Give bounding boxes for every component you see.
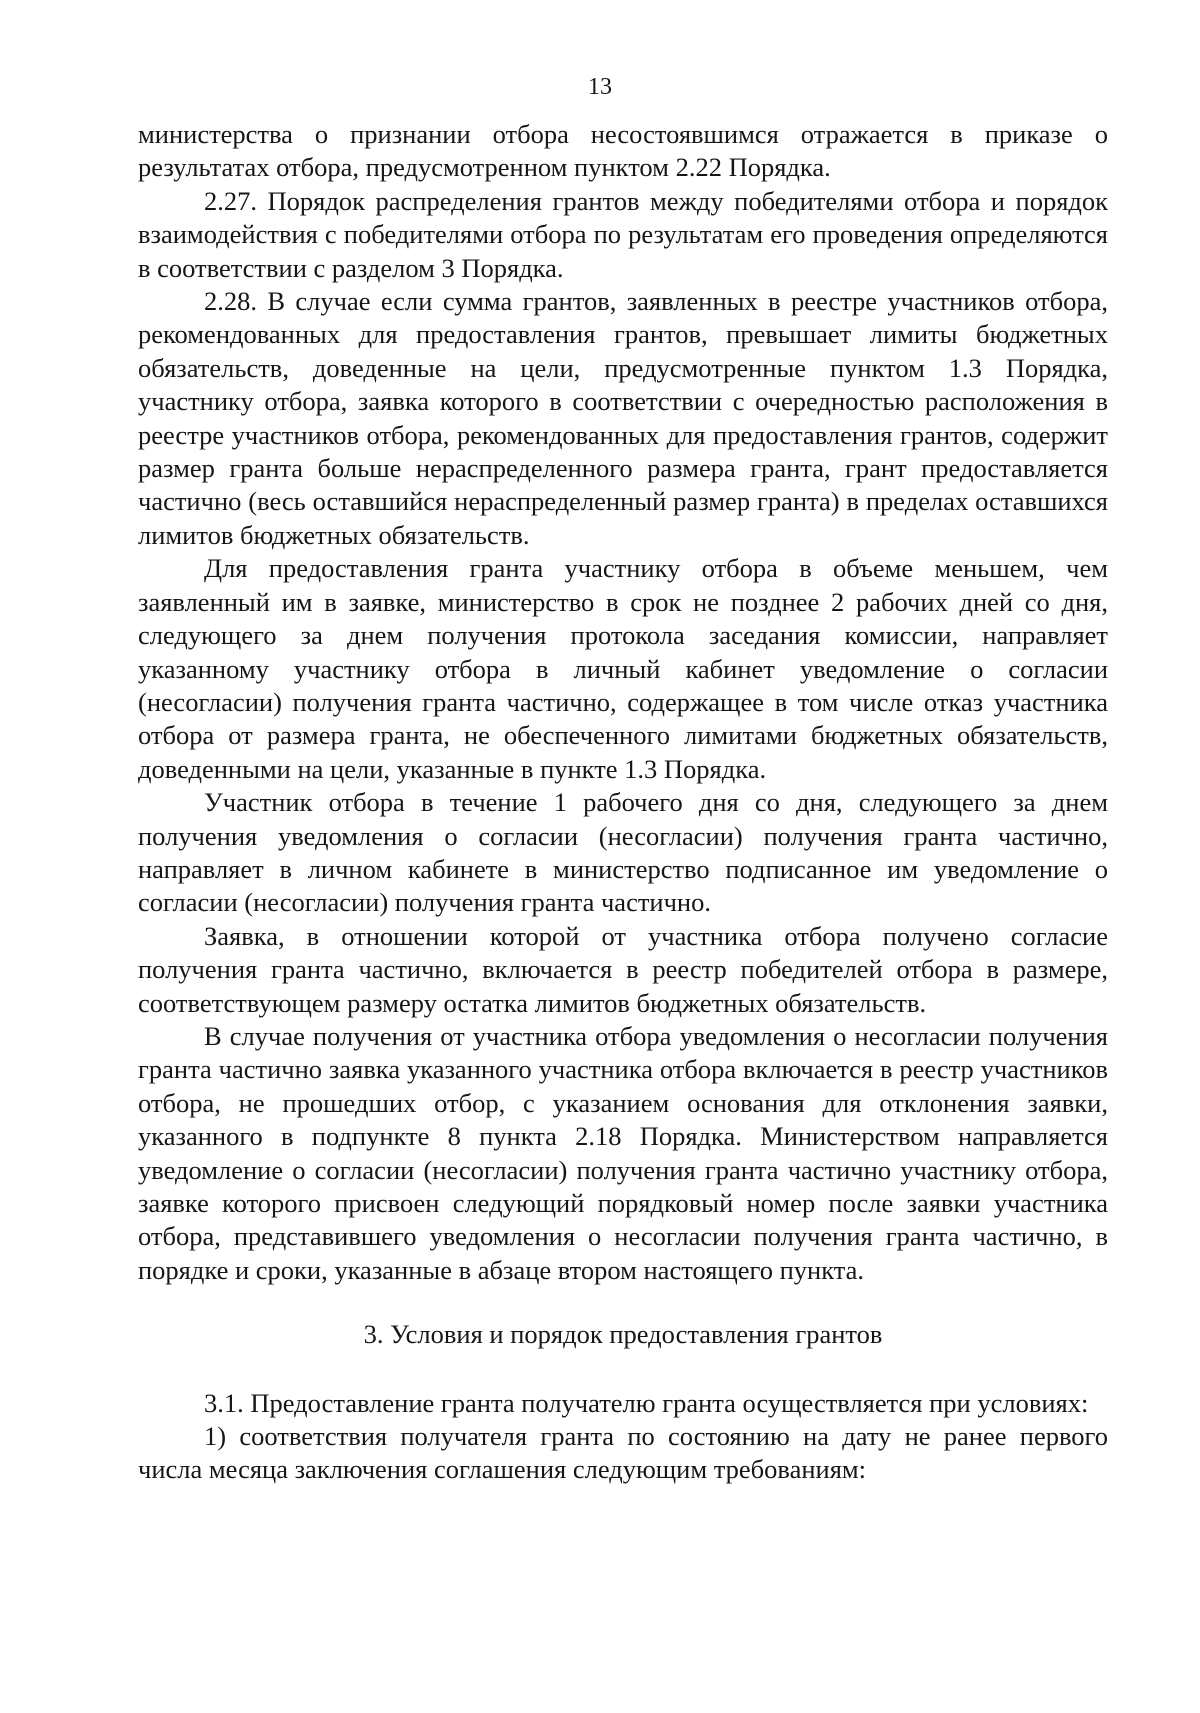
page-number: 13 [588, 74, 612, 100]
paragraph-consent-inclusion: Заявка, в отношении которой от участника отбора получено согласие получения гранта частично, включается в реестр победителей отбора в размере, соответствующем размеру остатка лимитов бюджетных обязательств. [138, 920, 1108, 1018]
paragraph-continuation: министерства о признании отбора несостоявшимся отражается в приказе о результатах отбора, предусмотренном пунктом 2.22 Порядка. [138, 119, 1108, 183]
paragraph-refusal-procedure: В случае получения от участника отбора уведомления о несогласии получения гранта частично заявка указанного участника отбора включается в реестр участников отбора, не прошедших отбор, с указанием основания для отклонения заявки, указанного в подпункте 8 пункта 2.18 Порядка. Министерством направляется уведомление о согласии (несогласии) получения гранта частично участнику отбора, заявке которого присвоен следующий порядковый номер после заявки участника отбора, представившего уведомления о несогласии получения гранта частично, в порядке и сроки, указанные в абзаце втором настоящего пункта. [138, 1020, 1108, 1285]
section-3-heading: 3. Условия и порядок предоставления грантов [363, 1319, 883, 1350]
paragraph-3-1: 3.1. Предоставление гранта получателю гранта осуществляется при условиях: [204, 1387, 1089, 1418]
paragraph-participant-response: Участник отбора в течение 1 рабочего дня со дня, следующего за днем получения уведомления о согласии (несогласии) получения гранта частично, направляет в личном кабинете в министерство подписанное им уведомление о согласии (несогласии) получения гранта частично. [138, 787, 1108, 918]
paragraph-3-1-item-1: 1) соответствия получателя гранта по состоянию на дату не ранее первого числа месяца заключения соглашения следующим требованиям: [138, 1421, 1108, 1485]
paragraph-partial-grant-notice: Для предоставления гранта участнику отбора в объеме меньшем, чем заявленный им в заявке, министерство в срок не позднее 2 рабочих дней со дня, следующего за днем получения протокола заседания комиссии, направляет указанному участнику отбора в личный кабинет уведомление о согласии (несогласии) получения гранта частично, содержащее в том числе отказ участника отбора от размера гранта, не обеспеченного лимитами бюджетных обязательств, доведенными на цели, указанные в пункте 1.3 Порядка. [138, 553, 1108, 784]
paragraph-2-27: 2.27. Порядок распределения грантов между победителями отбора и порядок взаимодействия с победителями отбора по результатам его проведения определяются в соответствии с разделом 3 Порядка. [138, 185, 1108, 283]
paragraph-2-28: 2.28. В случае если сумма грантов, заявленных в реестре участников отбора, рекомендованных для предоставления грантов, превышает лимиты бюджетных обязательств, доведенные на цели, предусмотренные пунктом 1.3 Порядка, участнику отбора, заявка которого в соответствии с очередностью расположения в реестре участников отбора, рекомендованных для предоставления грантов, содержит размер гранта больше нераспределенного размера гранта, грант предоставляется частично (весь оставшийся нераспределенный размер гранта) в пределах оставшихся лимитов бюджетных обязательств. [138, 286, 1108, 550]
document-body [138, 118, 1108, 1487]
